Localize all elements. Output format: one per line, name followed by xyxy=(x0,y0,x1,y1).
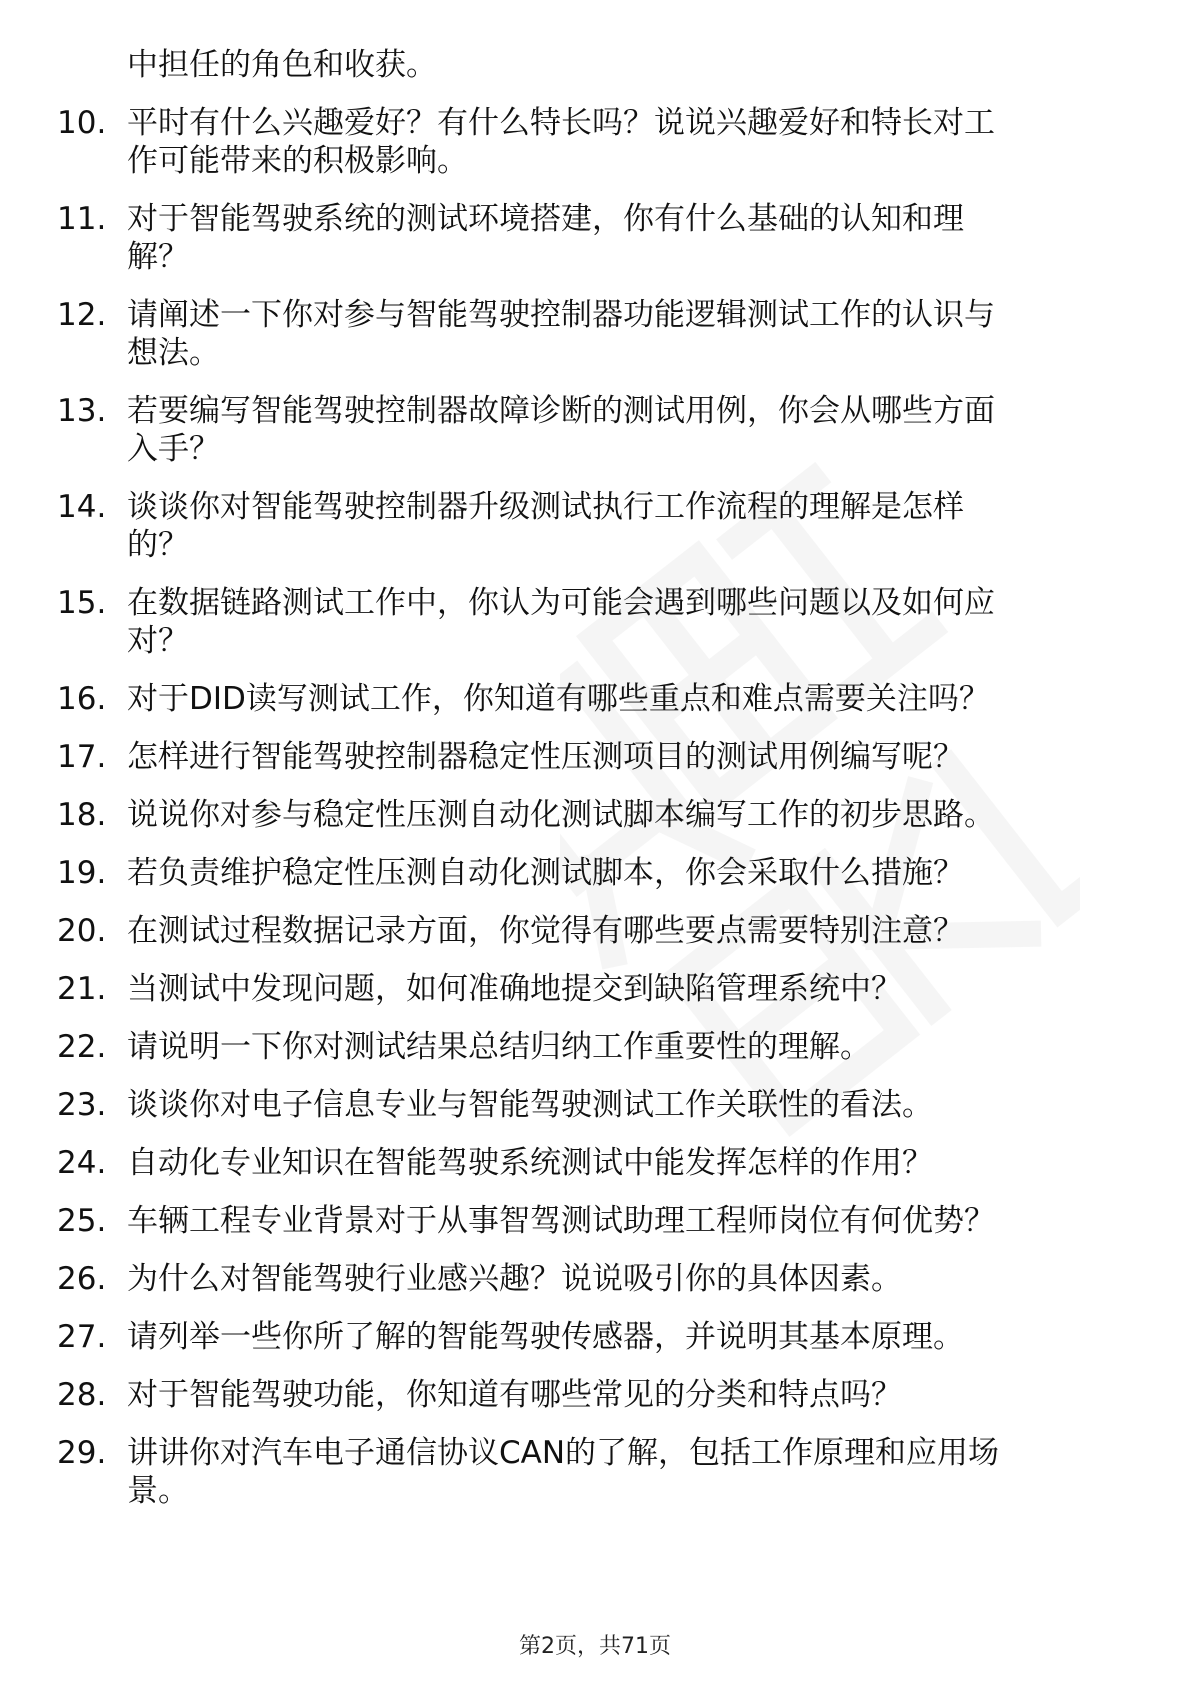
page-footer: 第2页，共71页 xyxy=(519,1634,671,1659)
question-text: 对于智能驾驶功能，你知道有哪些常见的分类和特点吗？ xyxy=(127,1377,902,1413)
question-number: 20. xyxy=(57,913,107,949)
question-text: 景。 xyxy=(127,1473,189,1509)
question-text: 请列举一些你所了解的智能驾驶传感器，并说明其基本原理。 xyxy=(127,1319,964,1355)
question-number: 17. xyxy=(57,739,107,775)
question-number: 11. xyxy=(57,201,107,237)
question-text: 请说明一下你对测试结果总结归纳工作重要性的理解。 xyxy=(127,1029,871,1065)
question-text: 解？ xyxy=(127,239,189,275)
question-text: 平时有什么兴趣爱好？有什么特长吗？说说兴趣爱好和特长对工 xyxy=(127,105,995,141)
question-text: 当测试中发现问题，如何准确地提交到缺陷管理系统中？ xyxy=(127,971,902,1007)
question-text: 对？ xyxy=(127,623,189,659)
question-text: 车辆工程专业背景对于从事智驾测试助理工程师岗位有何优势？ xyxy=(127,1203,995,1239)
question-text: 谈谈你对电子信息专业与智能驾驶测试工作关联性的看法。 xyxy=(127,1087,933,1123)
question-number: 13. xyxy=(57,393,107,429)
question-number: 28. xyxy=(57,1377,107,1413)
question-number: 16. xyxy=(57,681,107,717)
question-text: 请阐述一下你对参与智能驾驶控制器功能逻辑测试工作的认识与 xyxy=(127,297,995,333)
question-number: 25. xyxy=(57,1203,107,1239)
question-number: 19. xyxy=(57,855,107,891)
question-number: 10. xyxy=(57,105,107,141)
question-text: 自动化专业知识在智能驾驶系统测试中能发挥怎样的作用？ xyxy=(127,1145,933,1181)
question-text: 在数据链路测试工作中，你认为可能会遇到哪些问题以及如何应 xyxy=(127,585,995,621)
question-number: 26. xyxy=(57,1261,107,1297)
question-number: 27. xyxy=(57,1319,107,1355)
question-text: 对于智能驾驶系统的测试环境搭建，你有什么基础的认知和理 xyxy=(127,201,964,237)
question-text: 想法。 xyxy=(127,335,220,371)
question-text: 怎样进行智能驾驶控制器稳定性压测项目的测试用例编写呢？ xyxy=(127,739,964,775)
question-text: 若负责维护稳定性压测自动化测试脚本，你会采取什么措施？ xyxy=(127,855,964,891)
question-text: 讲讲你对汽车电子通信协议CAN的了解，包括工作原理和应用场 xyxy=(127,1435,1000,1471)
question-number: 24. xyxy=(57,1145,107,1181)
continuation-line: 中担任的角色和收获。 xyxy=(127,47,437,83)
question-number: 21. xyxy=(57,971,107,1007)
question-text: 谈谈你对智能驾驶控制器升级测试执行工作流程的理解是怎样 xyxy=(127,489,964,525)
question-number: 18. xyxy=(57,797,107,833)
question-text: 为什么对智能驾驶行业感兴趣？说说吸引你的具体因素。 xyxy=(127,1261,902,1297)
question-number: 14. xyxy=(57,489,107,525)
question-text: 若要编写智能驾驶控制器故障诊断的测试用例，你会从哪些方面 xyxy=(127,393,995,429)
question-number: 12. xyxy=(57,297,107,333)
question-text: 入手？ xyxy=(127,431,220,467)
question-text: 作可能带来的积极影响。 xyxy=(127,143,468,179)
question-number: 23. xyxy=(57,1087,107,1123)
question-number: 15. xyxy=(57,585,107,621)
question-text: 在测试过程数据记录方面，你觉得有哪些要点需要特别注意？ xyxy=(127,913,964,949)
question-number: 29. xyxy=(57,1435,107,1471)
question-text: 对于DID读写测试工作，你知道有哪些重点和难点需要关注吗？ xyxy=(127,681,990,717)
question-text: 的？ xyxy=(127,527,189,563)
question-text: 说说你对参与稳定性压测自动化测试脚本编写工作的初步思路。 xyxy=(127,797,995,833)
question-number: 22. xyxy=(57,1029,107,1065)
